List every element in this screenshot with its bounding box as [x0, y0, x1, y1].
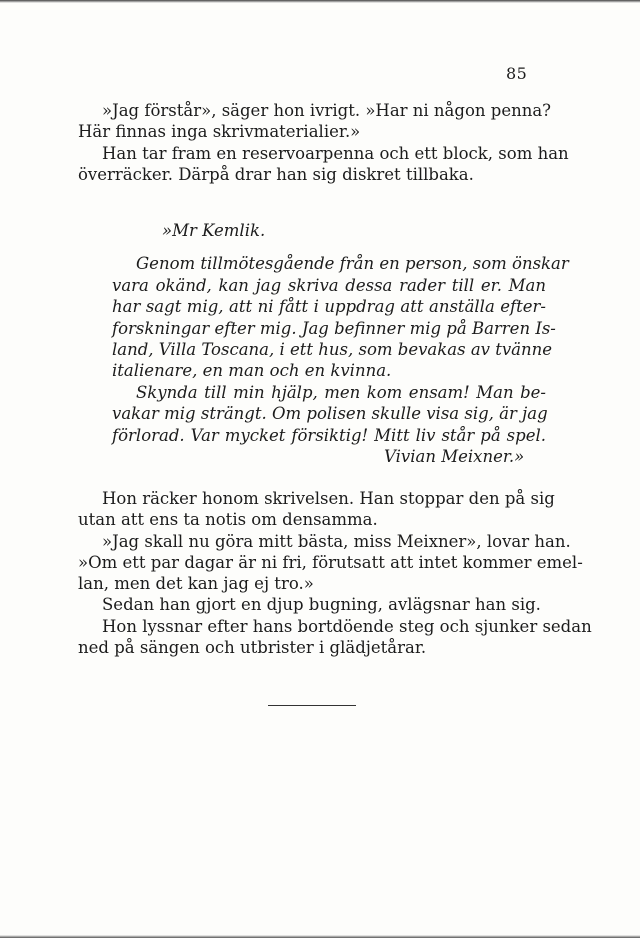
- text-line: lan, men det kan jag ej tro.»: [78, 574, 314, 594]
- text-line: Hon räcker honom skrivelsen. Han stoppar den på sig: [102, 489, 555, 508]
- text-line: »Om ett par dagar är ni fri, förutsatt att intet kommer emel-: [78, 552, 583, 572]
- letter-line: Genom tillmötesgående från en person, som önskar: [136, 254, 569, 274]
- text-line: ned på sängen och utbrister i glädjetårar.: [78, 638, 427, 658]
- text-line: »Jag skall nu göra mitt bästa, miss Meixner», lovar han.: [102, 531, 571, 551]
- body-text-bottom: [78, 488, 592, 658]
- letter-line: land, Villa Toscana, i ett hus, som bevakas av tvänne: [112, 340, 553, 360]
- text-line: Sedan han gjort en djup bugning, avlägsnar han sig.: [102, 595, 541, 615]
- text-line: utan att ens ta notis om densamma.: [78, 510, 378, 530]
- letter-signature: Vivian Meixner.»: [384, 447, 525, 467]
- section-divider: [268, 705, 356, 706]
- letter-line: vakar mig strängt. Om polisen skulle visa sig, är jag: [112, 404, 548, 424]
- text-line: Han tar fram en reservoarpenna och ett block, som han: [102, 143, 569, 163]
- letter-line: vara okänd, kan jag skriva dessa rader till er. Man: [112, 275, 546, 295]
- text-line: överräcker. Därpå drar han sig diskret tillbaka.: [78, 164, 474, 184]
- letter-line: italienare, en man och en kvinna.: [112, 361, 392, 381]
- text-line: Hon lyssnar efter hans bortdöende steg och sjunker sedan: [102, 616, 592, 636]
- letter-salutation: »Mr Kemlik.: [162, 221, 266, 240]
- text-line: Här finnas inga skrivmaterialier.»: [78, 122, 361, 142]
- letter-line: Skynda till min hjälp, men kom ensam! Man be-: [136, 382, 546, 402]
- letter: [112, 220, 569, 467]
- letter-line: forskningar efter mig. Jag befinner mig på Barren Is-: [112, 318, 556, 338]
- text-line: »Jag förstår», säger hon ivrigt. »Har ni någon penna?: [102, 101, 552, 120]
- letter-line: förlorad. Var mycket försiktig! Mitt liv står på spel.: [112, 425, 546, 445]
- body-text-top: [78, 100, 569, 185]
- page-top-edge: [0, 0, 640, 3]
- letter-line: har sagt mig, att ni fått i uppdrag att anställa efter-: [112, 297, 546, 317]
- page-number: 85: [506, 64, 528, 83]
